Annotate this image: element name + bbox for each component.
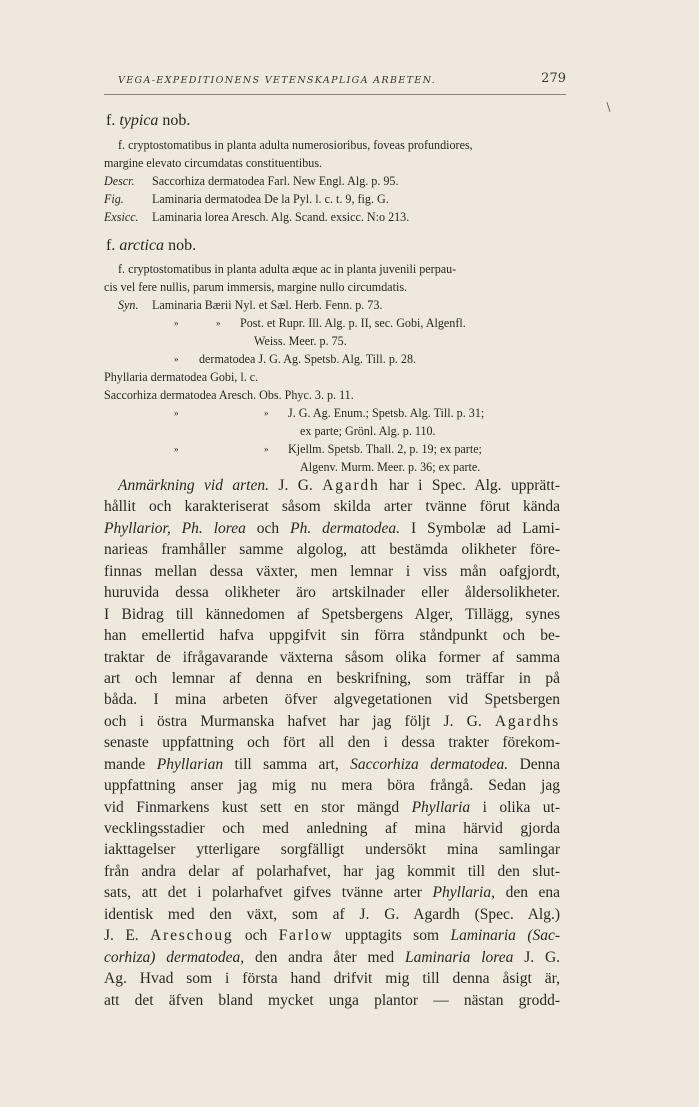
text-line: identisk med den växt, som af J. G. Agardh (Spec. Alg.): [104, 905, 560, 923]
text-line: traktar de ifrågavarande växterna såsom olika former af samma: [104, 648, 560, 666]
text-line: Anmärkning vid arten. J. G. Agardh har i Spec. Alg. upprätt-: [118, 477, 561, 494]
arctica-desc-line: f. cryptostomatibus in planta adulta æque ac in planta juvenili perpau-: [118, 262, 457, 276]
page-header: [104, 71, 566, 91]
text-line: från andra delar af polarhafvet, har jag kommit till den slut-: [104, 862, 560, 880]
typica-references: [104, 172, 560, 226]
typica-description: [104, 136, 560, 172]
text-line: uppfattning anser jag mig nu mera böra frångå. Sedan jag: [104, 777, 560, 795]
syn-row: Syn. Laminaria Bærii Nyl. et Sæl. Herb. Fenn. p. 73.: [118, 298, 383, 312]
text-line: art och lemnar af denna en beskrifning, som träffar in på: [104, 669, 560, 687]
text-line: båda. I mina arbeten öfver algvegetationen vid Spetsbergen: [104, 691, 560, 709]
syn-row: Saccorhiza dermatodea Aresch. Obs. Phyc. 3. p. 11.: [104, 388, 354, 402]
typica-ref-fig: Fig. Laminaria dermatodea De la Pyl. l. c. t. 9, fig. G.: [104, 192, 389, 206]
section-arctica: [104, 236, 560, 476]
text-line: iakttagelser ytterligare sorgfälligt undersökt mina samlingar: [104, 841, 560, 859]
arctica-title: f. arctica nob.: [106, 237, 197, 254]
typica-desc-line: f. cryptostomatibus in planta adulta numerosioribus, foveas profundiores,: [118, 138, 473, 152]
syn-row: ex parte; Grönl. Alg. p. 110.: [300, 424, 436, 438]
text-line: hållit och karakteriserat såsom skilda arter tvänne förut kända: [104, 498, 560, 516]
text-line: och i östra Murmanska hafvet har jag följt J. G. Agardhs: [104, 712, 561, 730]
text-line: vid Finmarkens kust sett en stor mängd Phyllaria i olika ut-: [104, 798, 561, 816]
text-line: I Bidrag till kännedomen af Spetsbergens Alger, Tillägg, synes: [104, 605, 560, 623]
text-line: sats, att det i polarhafvet gifves tvänne arter Phyllaria, den ena: [104, 884, 561, 902]
text-line: han emellertid hafva uppgifvit sin förra ståndpunkt och be-: [104, 627, 560, 645]
text-line: vecklingsstadier och med anledning af mina härvid gjorda: [104, 820, 560, 837]
text-line: att det äfven bland mycket unga plantor — nästan grodd-: [104, 991, 560, 1009]
margin-mark: [606, 102, 610, 112]
arctica-synonyms: [104, 296, 560, 476]
text-line: Phyllarior, Ph. lorea och Ph. dermatodea. I Symbolæ ad Lami-: [104, 519, 561, 537]
syn-row: » dermatodea J. G. Ag. Spetsb. Alg. Till. p. 28.: [174, 352, 417, 366]
syn-row: » » Kjellm. Spetsb. Thall. 2, p. 19; ex parte;: [174, 442, 482, 456]
syn-row: » » J. G. Ag. Enum.; Spetsb. Alg. Till. p. 31;: [174, 406, 485, 420]
syn-row: Weiss. Meer. p. 75.: [254, 334, 347, 348]
text-line: mande Phyllarian till samma art, Saccorhiza dermatodea. Denna: [104, 755, 561, 773]
text-line: huruvida dessa olikheter äro artskilnader eller åldersolikheter.: [104, 584, 560, 602]
text-line: senaste uppfattning och fört all den i dessa trakter förekom-: [104, 734, 560, 752]
typica-title: f. typica nob.: [106, 112, 191, 129]
running-head: VEGA-EXPEDITIONENS VETENSKAPLIGA ARBETEN.: [118, 75, 437, 86]
text-line: finnas mellan dessa växter, men lemnar i viss mån oafgjordt,: [104, 562, 560, 580]
syn-row: Phyllaria dermatodea Gobi, l. c.: [104, 370, 259, 384]
syn-row: Algenv. Murm. Meer. p. 36; ex parte.: [300, 460, 481, 474]
text-line: J. E. Areschoug och Farlow upptagits som Laminaria (Sac-: [104, 927, 561, 945]
text-line: corhiza) dermatodea, den andra åter med Laminaria lorea J. G.: [104, 948, 561, 966]
text-line: narieas framhåller samme algolog, att bestämda olikheter före-: [104, 541, 560, 559]
main-paragraph: [104, 475, 560, 1011]
typica-desc-line: margine elevato circumdatas constituentibus.: [104, 156, 323, 170]
typica-ref-descr: Descr. Saccorhiza dermatodea Farl. New Engl. Alg. p. 95.: [104, 174, 399, 188]
header-rule: [104, 94, 566, 95]
text-line: Ag. Hvad som i första hand drifvit mig till denna åsigt är,: [104, 970, 560, 988]
typica-ref-exsicc: Exsicc. Laminaria lorea Aresch. Alg. Scand. exsicc. N:o 213.: [104, 210, 410, 224]
section-typica: [104, 111, 560, 226]
page-number: 279: [541, 71, 566, 86]
arctica-description: [104, 260, 560, 296]
arctica-desc-line: cis vel fere nullis, parum immersis, margine nullo circumdatis.: [104, 280, 408, 294]
syn-row: » » Post. et Rupr. Ill. Alg. p. II, sec. Gobi, Algenfl.: [174, 316, 466, 330]
